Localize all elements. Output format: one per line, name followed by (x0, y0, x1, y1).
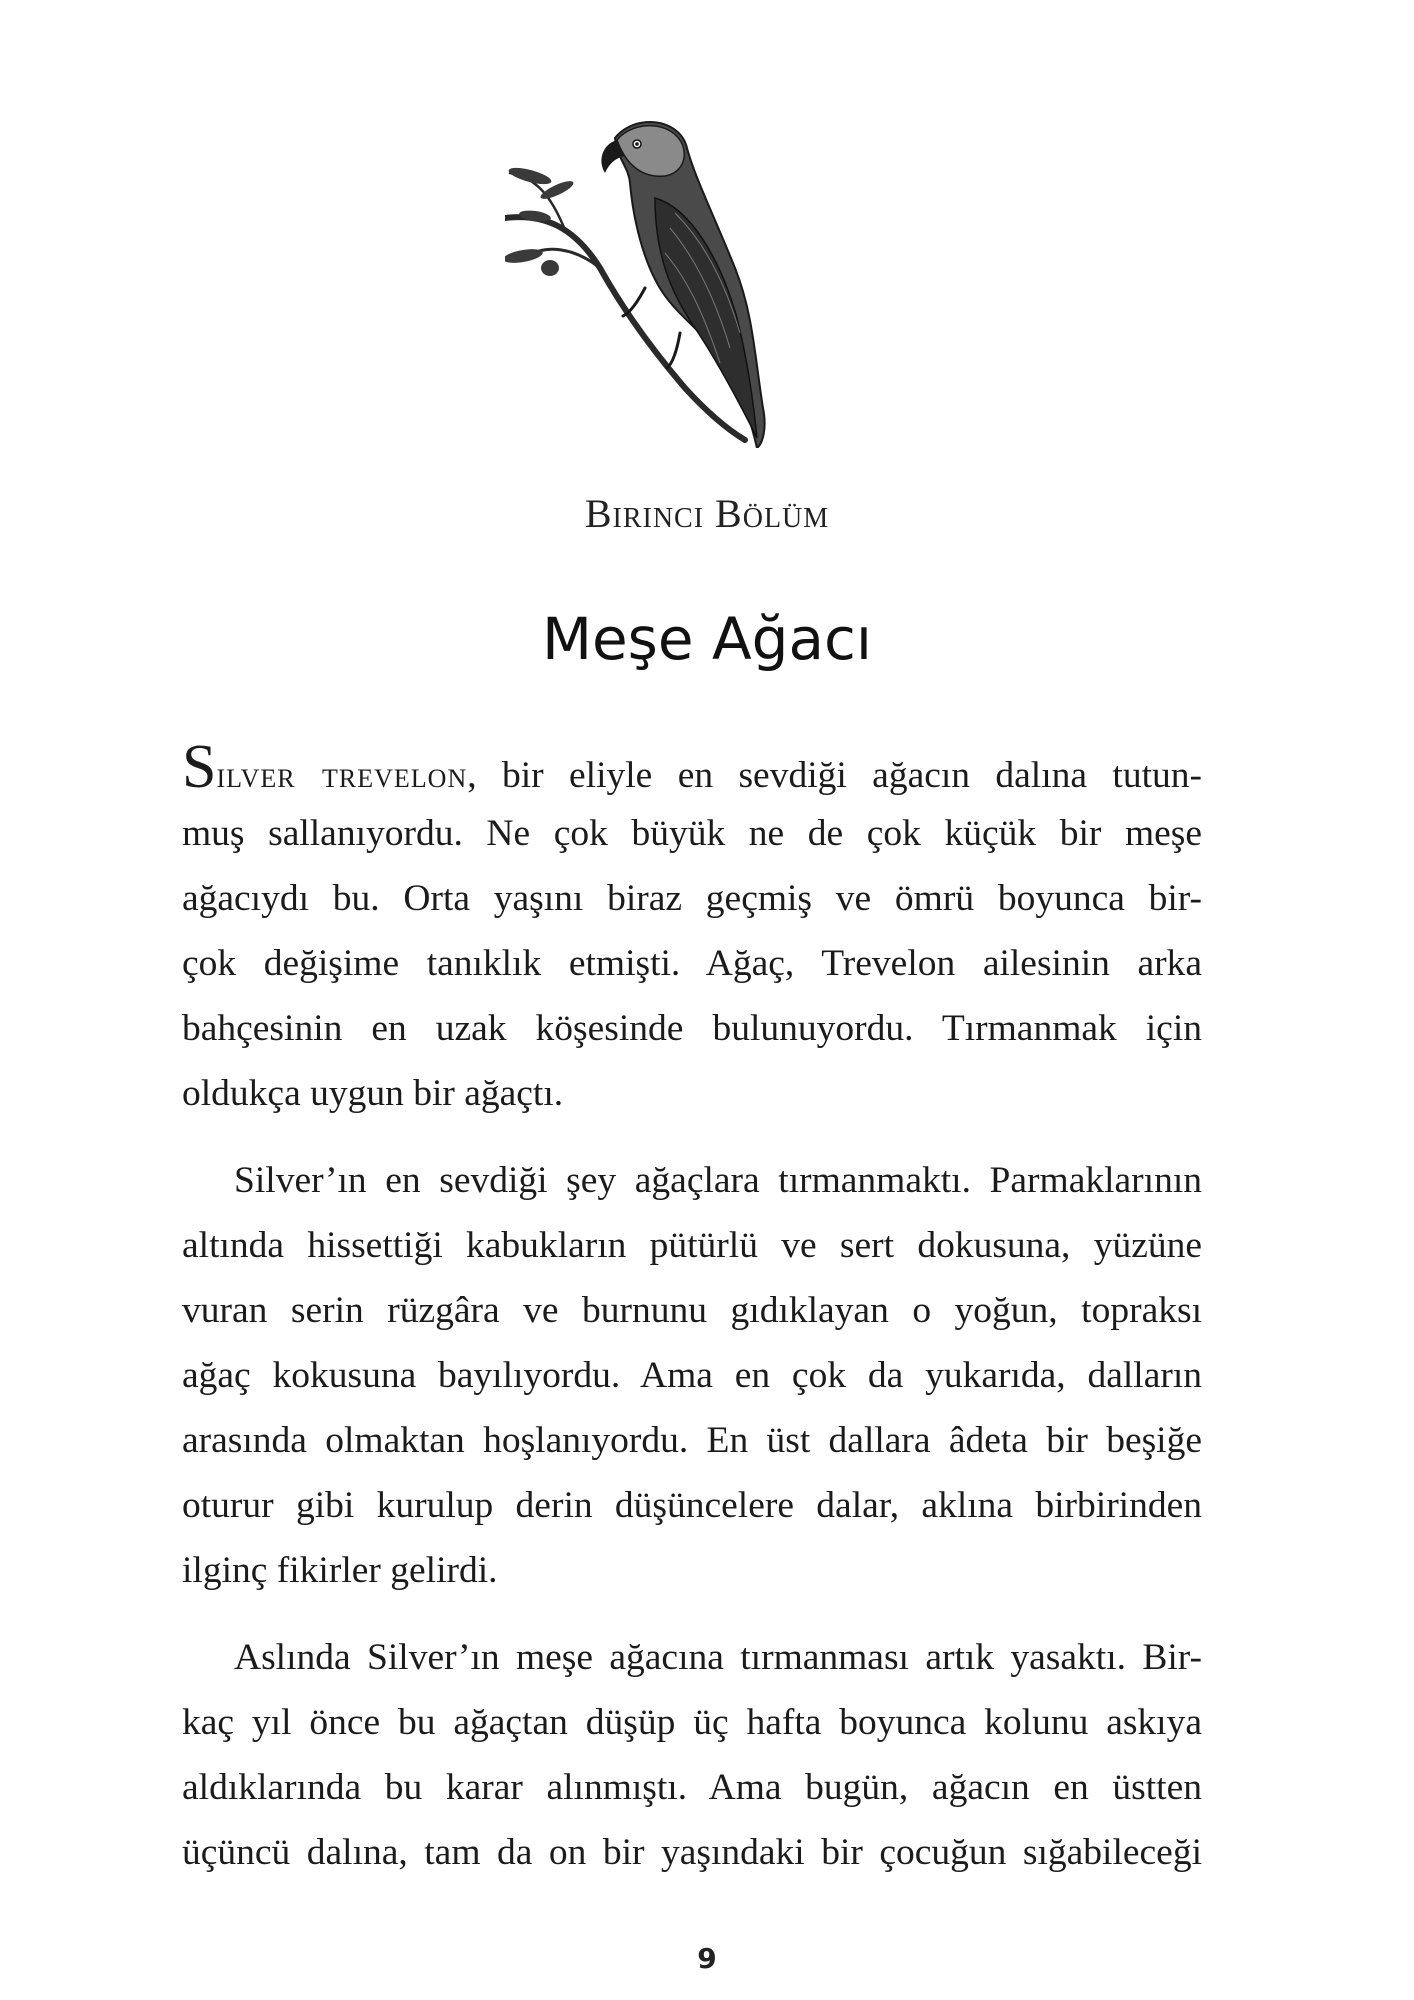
opening-name: ilver trevelon (216, 755, 468, 796)
text-line: muş sallanıyordu. Ne çok büyük ne de çok küçük bir meşe (182, 813, 1202, 854)
text-line: aldıklarında bu karar alınmıştı. Ama bugün, ağacın en üstten (182, 1767, 1202, 1808)
text-line: Silver’ın en sevdiği şey ağaçlara tırmanmaktı. Parmaklarının (234, 1160, 1202, 1201)
text-line: vuran serin rüzgâra ve burnunu gıdıklayan o yoğun, topraksı (182, 1290, 1202, 1331)
page-number: 9 (697, 1942, 717, 1975)
text-line: ağacıydı bu. Orta yaşını biraz geçmiş ve ömrü boyunca bir- (182, 878, 1202, 919)
text-line: üçüncü dalına, tam da on bir yaşındaki bir çocuğun sığabileceği (182, 1832, 1202, 1873)
parrot-on-branch-icon (505, 118, 805, 448)
text-line: oturur gibi kurulup derin düşüncelere dalar, aklına birbirinden (182, 1485, 1202, 1526)
chapter-title: Meşe Ağacı (541, 605, 873, 673)
text-line: arasında olmaktan hoşlanıyordu. En üst dallara âdeta bir beşiğe (182, 1420, 1202, 1461)
drop-cap: S (182, 733, 217, 801)
chapter-body (182, 733, 1202, 1885)
text-line: Silver trevelon, bir eliyle en sevdiği ağacın dalına tutun- (182, 733, 1202, 801)
text-line: Aslında Silver’ın meşe ağacına tırmanması artık yasaktı. Bir- (234, 1637, 1202, 1678)
text-line: oldukça uygun bir ağaçtı. (182, 1073, 564, 1114)
text-line: ilginç fikirler gelirdi. (182, 1550, 498, 1591)
text-line: kaç yıl önce bu ağaçtan düşüp üç hafta boyunca kolunu askıya (182, 1702, 1202, 1743)
text-line: ağaç kokusuna bayılıyordu. Ama en çok da yukarıda, dalların (182, 1355, 1202, 1396)
text-line: çok değişime tanıklık etmişti. Ağaç, Trevelon ailesinin arka (182, 943, 1202, 984)
text-line: bahçesinin en uzak köşesinde bulunuyordu. Tırmanmak için (182, 1008, 1202, 1049)
chapter-label: Birinci Bölüm (584, 491, 830, 536)
text-line: altında hissettiği kabukların pütürlü ve sert dokusuna, yüzüne (182, 1225, 1202, 1266)
